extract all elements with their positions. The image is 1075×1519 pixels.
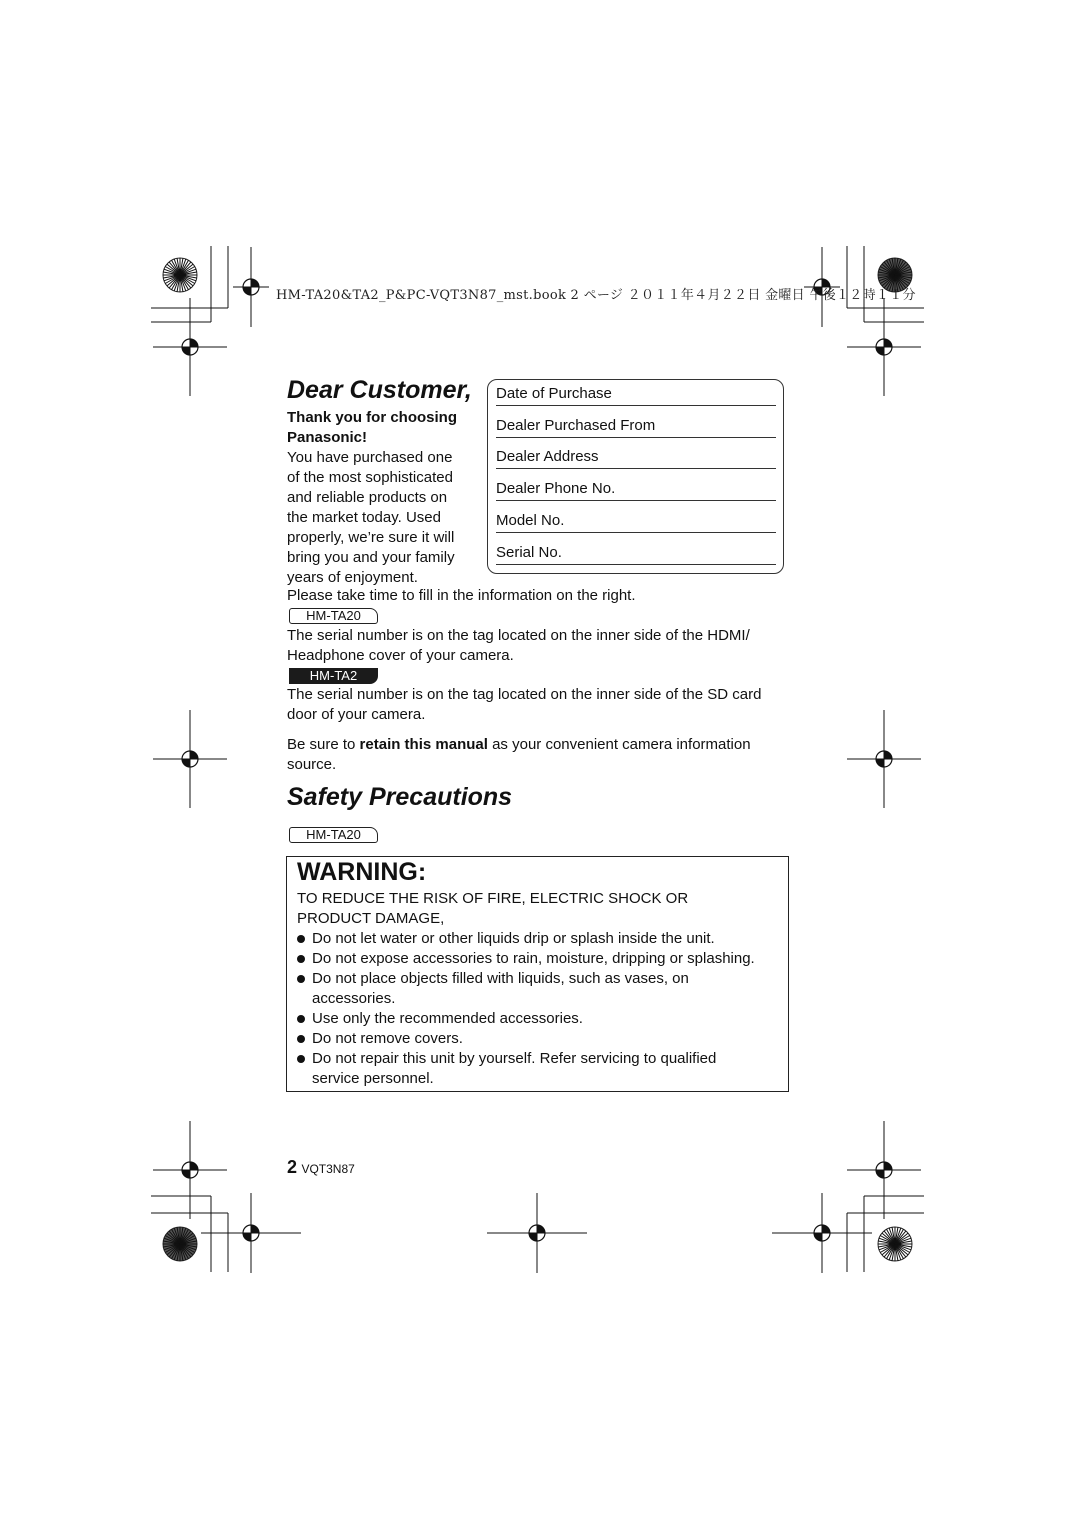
retain-note-bold: retain this manual — [359, 736, 488, 753]
page-number: 2 — [287, 1157, 298, 1177]
serial-note-ta20-line2: Headphone cover of your camera. — [287, 647, 514, 664]
bullet-dot-icon — [297, 1035, 305, 1043]
retain-note-line1 — [287, 735, 751, 755]
warning-bullet-text: Do not let water or other liquids drip or splash inside the unit. — [312, 930, 715, 947]
greeting-body-line: bring you and your family — [287, 549, 455, 566]
model-tag-ta2: HM-TA2 — [289, 668, 378, 684]
greeting-body-line: years of enjoyment. — [287, 569, 418, 586]
form-field-model-no[interactable]: Model No. — [496, 512, 776, 533]
doc-code: VQT3N87 — [301, 1162, 355, 1176]
retain-note-line2: source. — [287, 756, 337, 773]
warning-bullet-text: Do not place objects filled with liquids, such as vases, on — [312, 970, 689, 987]
model-tag-ta20-safety: HM-TA20 — [289, 827, 378, 843]
greeting-body-line: of the most sophisticated — [287, 469, 453, 486]
form-field-serial-no[interactable]: Serial No. — [496, 544, 776, 565]
form-field-dealer-address[interactable]: Dealer Address — [496, 448, 776, 469]
greeting-body — [287, 448, 477, 588]
form-field-dealer-phone[interactable]: Dealer Phone No. — [496, 480, 776, 501]
warning-intro-line1: TO REDUCE THE RISK OF FIRE, ELECTRIC SHOCK OR — [297, 890, 689, 907]
bullet-dot-icon — [297, 935, 305, 943]
warning-box — [286, 856, 789, 1092]
purchase-info-box — [487, 379, 784, 574]
thanks-line-1: Thank you for choosing — [287, 409, 458, 426]
greeting-body-line: You have purchased one — [287, 449, 453, 466]
form-field-date-of-purchase[interactable]: Date of Purchase — [496, 385, 776, 406]
warning-bullet-text-cont: service personnel. — [312, 1070, 434, 1087]
model-tag-ta20: HM-TA20 — [289, 608, 378, 624]
greeting-body-line: and reliable products on — [287, 489, 448, 506]
warning-bullet-text: Use only the recommended accessories. — [312, 1010, 583, 1027]
serial-note-ta2-line1: The serial number is on the tag located on the inner side of the SD card — [287, 686, 762, 703]
greeting-body-line: the market today. Used — [287, 509, 441, 526]
retain-note-pre: Be sure to — [287, 736, 360, 753]
retain-note-post: as your convenient camera information — [487, 736, 751, 753]
form-field-dealer-purchased-from[interactable]: Dealer Purchased From — [496, 417, 776, 438]
warning-bullet-text-cont: accessories. — [312, 990, 396, 1007]
bullet-dot-icon — [297, 975, 305, 983]
warning-title: WARNING: — [297, 858, 427, 886]
safety-title: Safety Precautions — [287, 783, 513, 811]
fill-info-text: Please take time to fill in the information on the right. — [287, 587, 636, 604]
bullet-dot-icon — [297, 1055, 305, 1063]
greeting-title: Dear Customer, — [287, 376, 472, 404]
warning-bullet-text: Do not repair this unit by yourself. Refer servicing to qualified — [312, 1050, 717, 1067]
thanks-line-2: Panasonic! — [287, 429, 368, 446]
bullet-dot-icon — [297, 955, 305, 963]
warning-bullet-text: Do not expose accessories to rain, moisture, dripping or splashing. — [312, 950, 755, 967]
page-footer — [287, 1157, 355, 1178]
serial-note-ta20-line1: The serial number is on the tag located on the inner side of the HDMI/ — [287, 627, 750, 644]
serial-note-ta2-line2: door of your camera. — [287, 706, 426, 723]
warning-intro-line2: PRODUCT DAMAGE, — [297, 910, 445, 927]
warning-bullet-text: Do not remove covers. — [312, 1030, 463, 1047]
greeting-body-line: properly, we’re sure it will — [287, 529, 455, 546]
bullet-dot-icon — [297, 1015, 305, 1023]
book-header-line: HM-TA20&TA2_P&PC-VQT3N87_mst.book 2 ページ ２０１１年４月２２日 金曜日 午後１２時１１分 — [276, 288, 916, 303]
